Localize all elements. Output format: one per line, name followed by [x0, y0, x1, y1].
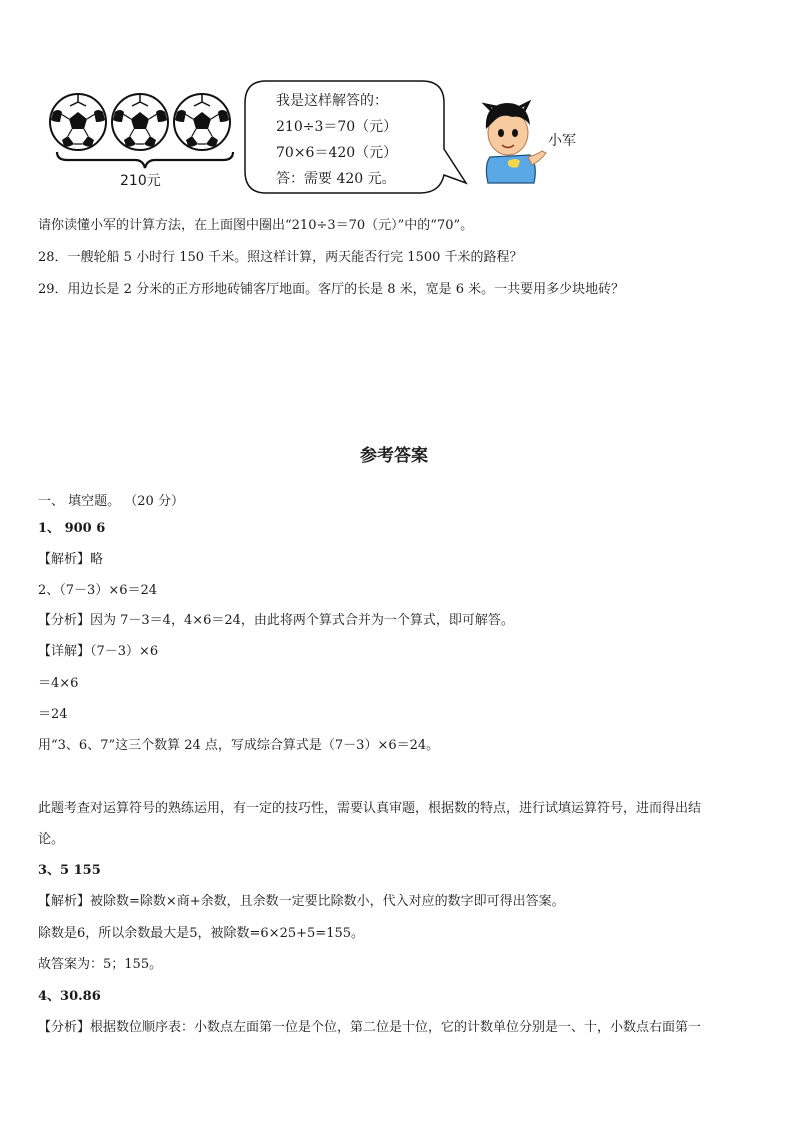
- soccer-ball-icon: [48, 92, 108, 152]
- answer-line: 【解析】被除数=除数×商+余数，且余数一定要比除数小，代入对应的数字即可得出答案。: [38, 894, 565, 909]
- answer-line: 【分析】因为 7－3＝4，4×6＝24，由此将两个算式合并为一个算式，即可解答。: [38, 613, 514, 628]
- speech-line: 我是这样解答的：: [276, 93, 388, 109]
- answer-title: 参考答案: [360, 446, 428, 466]
- boy-illustration: [472, 95, 552, 191]
- speech-line: 210÷3＝70（元）: [276, 119, 398, 135]
- soccer-ball-icon: [110, 92, 170, 152]
- answer-line: 1、 900 6: [38, 521, 106, 536]
- answer-line: 【解析】略: [38, 552, 104, 567]
- figure-area: [0, 0, 794, 205]
- boy-name-label: 小军: [548, 133, 576, 149]
- answer-line: 4、30.86: [38, 989, 101, 1004]
- speech-line: 70×6＝420（元）: [276, 145, 398, 161]
- question-29: 29．用边长是 2 分米的正方形地砖铺客厅地面。客厅的长是 8 米，宽是 6 米。一共要用多少块地砖？: [38, 282, 625, 297]
- answer-line: 故答案为：5；155。: [38, 957, 163, 972]
- answer-line: 【详解】（7－3）×6: [38, 644, 159, 659]
- section-heading: 一、 填空题。 （20 分）: [38, 494, 184, 509]
- answer-line: 用“3、6、7”这三个数算 24 点，写成综合算式是（7－3）×6＝24。: [38, 738, 440, 753]
- answer-line: 3、5 155: [38, 863, 101, 878]
- answer-line: 此题考查对运算符号的熟练运用，有一定的技巧性，需要认真审题，根据数的特点，进行试填运算符号，进而得出结: [38, 801, 702, 816]
- answer-line: 2、（7－3）×6＝24: [38, 583, 158, 598]
- answer-line: 【分析】根据数位顺序表：小数点左面第一位是个位，第二位是十位，它的计数单位分别是一、十，小数点右面第一: [38, 1020, 702, 1035]
- instruction-text: 请你读懂小军的计算方法，在上面图中圈出“210÷3＝70（元）”中的“70”。: [38, 218, 474, 233]
- answer-line: 论。: [38, 832, 65, 847]
- question-28: 28．一艘轮船 5 小时行 150 千米。照这样计算，两天能否行完 1500 千米的路程？: [38, 250, 523, 265]
- answer-line: ＝4×6: [38, 676, 79, 691]
- answer-line: ＝24: [38, 707, 68, 722]
- speech-line: 答：需要 420 元。: [276, 171, 396, 187]
- brace-label: 210元: [120, 173, 161, 189]
- answer-line: 除数是6，所以余数最大是5，被除数=6×25+5=155。: [38, 926, 365, 941]
- soccer-ball-icon: [172, 92, 232, 152]
